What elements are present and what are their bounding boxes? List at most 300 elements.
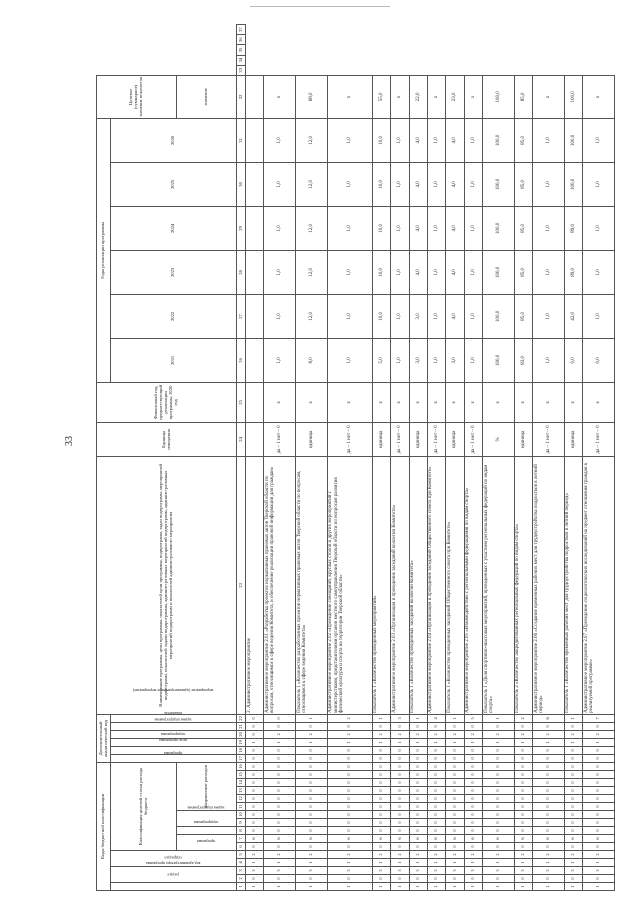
- code-cell: 0: [296, 722, 328, 730]
- year-value-cell: 3,0: [446, 338, 464, 382]
- code-cell: 0: [296, 843, 328, 851]
- table-row: [296, 25, 328, 891]
- table-row: [564, 25, 582, 891]
- table-row: [446, 25, 464, 891]
- code-cell: 0: [372, 762, 390, 770]
- code-cell: 0: [264, 803, 296, 811]
- code-cell: 3: [246, 867, 264, 875]
- code-cell: 0: [391, 819, 409, 827]
- code-cell: 2: [583, 730, 615, 738]
- code-cell: 0: [391, 803, 409, 811]
- code-cell: 0: [533, 819, 565, 827]
- code-cell: 0: [583, 779, 615, 787]
- year-value-cell: 3,0: [409, 294, 427, 338]
- code-cell: 0: [464, 746, 482, 754]
- year-value-cell: 42,0: [564, 294, 582, 338]
- fin-year-cell: х: [533, 382, 565, 422]
- column-number: 32: [237, 75, 246, 118]
- code-cell: 1: [409, 859, 427, 867]
- final-value-cell: 85,0: [514, 75, 532, 118]
- code-cell: 1: [296, 883, 328, 891]
- code-cell: 1: [372, 883, 390, 891]
- code-cell: 0: [533, 795, 565, 803]
- code-cell: 0: [464, 762, 482, 770]
- year-value-cell: [246, 338, 264, 382]
- year-value-cell: [246, 294, 264, 338]
- code-cell: 0: [372, 746, 390, 754]
- code-cell: 0: [483, 754, 515, 762]
- unit-cell: да – 1 нет – 0: [464, 422, 482, 456]
- year-value-cell: 4,0: [446, 250, 464, 294]
- code-cell: 0: [372, 779, 390, 787]
- page-number: 33: [64, 436, 75, 446]
- code-cell: 0: [564, 875, 582, 883]
- table-row: [372, 25, 390, 891]
- year-value-cell: 1,0: [264, 162, 296, 206]
- code-cell: 1: [427, 859, 445, 867]
- code-cell: 0: [296, 795, 328, 803]
- fin-year-cell: х: [514, 382, 532, 422]
- code-cell: 1: [372, 859, 390, 867]
- year-value-cell: 83,0: [514, 338, 532, 382]
- fin-year-cell: х: [446, 382, 464, 422]
- goal-program-header: программа: [111, 754, 237, 762]
- code-cell: 1: [391, 883, 409, 891]
- code-cell: 1: [446, 859, 464, 867]
- rotated-table-wrapper: [96, 24, 615, 891]
- code-cell: 1: [533, 883, 565, 891]
- code-cell: 0: [296, 771, 328, 779]
- goal-indicator-header: показатель: [111, 714, 237, 722]
- code-cell: 2: [391, 730, 409, 738]
- year-value-cell: 4,0: [409, 206, 427, 250]
- column-number-row: [237, 25, 246, 891]
- code-cell: 0: [564, 771, 582, 779]
- admin-code-header: код администратора программы: [111, 883, 237, 891]
- code-cell: 0: [327, 843, 372, 851]
- code-cell: 0: [296, 875, 328, 883]
- row-name-cell: Показатель 1 «Количество проведенных заседаний Общественного совета при Комитете»: [446, 456, 464, 714]
- year-value-cell: 1,0: [264, 294, 296, 338]
- code-cell: 0: [564, 811, 582, 819]
- year-2021-header: 2021: [111, 338, 237, 382]
- code-cell: 1: [264, 738, 296, 746]
- code-cell: 2: [564, 730, 582, 738]
- code-cell: 0: [533, 771, 565, 779]
- code-cell: 0: [427, 779, 445, 787]
- code-cell: 0: [464, 754, 482, 762]
- code-cell: 0: [583, 762, 615, 770]
- code-cell: 3: [409, 867, 427, 875]
- code-cell: 0: [327, 771, 372, 779]
- year-value-cell: 1,0: [391, 294, 409, 338]
- code-cell: 0: [483, 819, 515, 827]
- year-value-cell: 1,0: [427, 118, 445, 162]
- year-value-cell: 1,0: [464, 162, 482, 206]
- code-cell: 0: [391, 843, 409, 851]
- code-cell: 1: [583, 859, 615, 867]
- code-cell: 0: [514, 811, 532, 819]
- code-cell: 0: [446, 795, 464, 803]
- code-cell: 0: [446, 754, 464, 762]
- year-value-cell: 12,0: [296, 118, 328, 162]
- code-cell: 0: [246, 779, 264, 787]
- code-cell: 1: [464, 738, 482, 746]
- code-cell: 0: [533, 762, 565, 770]
- code-cell: 0: [427, 787, 445, 795]
- row-name-cell: Административное мероприятие 2.02 «Проведение совещаний, круглых столов и других мероприятий с министерствами, представителями органов местного самоуправления Тверской области по вопросам развития физической культуры и спорта на территории Тверской области»: [327, 456, 372, 714]
- code-cell: 0: [246, 714, 264, 722]
- code-cell: 0: [427, 843, 445, 851]
- year-value-cell: 4,0: [409, 118, 427, 162]
- code-cell: 0: [483, 843, 515, 851]
- code-cell: 1: [246, 859, 264, 867]
- code-cell: 0: [564, 779, 582, 787]
- code-cell: 1: [391, 738, 409, 746]
- code-cell: 0: [464, 843, 482, 851]
- code-cell: 3: [296, 867, 328, 875]
- code-cell: 0: [264, 746, 296, 754]
- code-cell: 1: [391, 859, 409, 867]
- code-cell: 3: [564, 867, 582, 875]
- code-cell: 0: [533, 787, 565, 795]
- unit-cell: единица: [372, 422, 390, 456]
- code-cell: 0: [533, 875, 565, 883]
- fin-year-cell: [246, 382, 264, 422]
- column-number: 33: [237, 65, 246, 75]
- program-table: [96, 24, 615, 891]
- code-cell: 0: [427, 803, 445, 811]
- year-value-cell: 10,0: [372, 206, 390, 250]
- column-number: 24: [237, 422, 246, 456]
- year-value-cell: 12,0: [296, 250, 328, 294]
- code-cell: 0: [427, 811, 445, 819]
- year-value-cell: [246, 206, 264, 250]
- unit-cell: да – 1 нет – 0: [427, 422, 445, 456]
- code-cell: 2: [514, 851, 532, 859]
- code-cell: 1: [514, 883, 532, 891]
- code-cell: 0: [327, 754, 372, 762]
- code-cell: 0: [264, 827, 296, 835]
- code-cell: 0: [246, 762, 264, 770]
- code-cell: 0: [372, 771, 390, 779]
- year-value-cell: 1,0: [583, 294, 615, 338]
- code-cell: 0: [409, 754, 427, 762]
- year-value-cell: 1,0: [583, 206, 615, 250]
- code-cell: 0: [296, 819, 328, 827]
- column-number: 2: [237, 875, 246, 883]
- code-cell: 0: [264, 771, 296, 779]
- unit-header: Единица измерения: [97, 422, 237, 456]
- year-value-cell: 1,0: [427, 338, 445, 382]
- code-cell: 0: [409, 779, 427, 787]
- code-cell: 0: [296, 787, 328, 795]
- code-cell: 0: [327, 779, 372, 787]
- year-value-cell: 1,0: [533, 206, 565, 250]
- code-cell: 0: [464, 771, 482, 779]
- table-row: [583, 25, 615, 891]
- code-cell: 1: [464, 859, 482, 867]
- year-value-cell: 1,0: [327, 118, 372, 162]
- year-value-cell: 1,0: [391, 338, 409, 382]
- code-cell: 3: [583, 867, 615, 875]
- code-cell: 3: [427, 867, 445, 875]
- code-cell: 0: [464, 722, 482, 730]
- fin-year-cell: х: [583, 382, 615, 422]
- code-cell: 6: [564, 835, 582, 843]
- code-cell: 0: [391, 746, 409, 754]
- code-cell: 2: [296, 851, 328, 859]
- code-cell: 0: [391, 875, 409, 883]
- column-number: 23: [237, 456, 246, 714]
- table-row: [514, 25, 532, 891]
- final-value-cell: х: [464, 75, 482, 118]
- code-cell: 0: [446, 819, 464, 827]
- code-cell: 0: [391, 779, 409, 787]
- code-cell: 3: [446, 867, 464, 875]
- code-cell: 0: [264, 811, 296, 819]
- code-cell: 0: [514, 787, 532, 795]
- row-name-cell: Административное мероприятие 2.06 «Создание временных рабочих мест для трудоустройства подростков в летний период»: [533, 456, 565, 714]
- table-row: [533, 25, 565, 891]
- code-cell: 0: [446, 722, 464, 730]
- year-value-cell: 4,0: [409, 250, 427, 294]
- code-cell: 0: [372, 722, 390, 730]
- code-cell: 6: [533, 714, 565, 722]
- code-cell: 0: [533, 843, 565, 851]
- code-cell: 0: [409, 819, 427, 827]
- column-number: 18: [237, 746, 246, 754]
- table-row: [464, 25, 482, 891]
- code-cell: 2: [483, 851, 515, 859]
- year-value-cell: 1,0: [264, 250, 296, 294]
- column-number: 14: [237, 779, 246, 787]
- code-cell: 6: [246, 835, 264, 843]
- code-cell: 0: [246, 827, 264, 835]
- code-cell: 0: [564, 787, 582, 795]
- column-number: 36: [237, 35, 246, 45]
- row-name-cell: Административное мероприятие 2.07 «Проведение социологических исследований на предмет отношения граждан к реализуемой программе»: [583, 456, 615, 714]
- year-value-cell: 1,0: [427, 250, 445, 294]
- code-cell: 0: [327, 875, 372, 883]
- code-cell: 0: [246, 795, 264, 803]
- year-value-cell: 1,0: [464, 338, 482, 382]
- column-number: 13: [237, 787, 246, 795]
- code-cell: 0: [327, 827, 372, 835]
- code-cell: 2: [296, 730, 328, 738]
- code-cell: 0: [583, 875, 615, 883]
- code-cell: 2: [264, 851, 296, 859]
- code-cell: 0: [514, 795, 532, 803]
- podrazdel-header: подраздел: [111, 851, 237, 867]
- code-cell: 0: [391, 722, 409, 730]
- year-value-cell: [246, 162, 264, 206]
- year-value-cell: 1,0: [464, 294, 482, 338]
- year-value-cell: 85,0: [514, 250, 532, 294]
- code-cell: 0: [296, 827, 328, 835]
- year-value-cell: 4,0: [446, 294, 464, 338]
- year-value-cell: 3,0: [409, 338, 427, 382]
- code-cell: 1: [264, 883, 296, 891]
- code-cell: 0: [264, 722, 296, 730]
- row-name-cell: Административное мероприятие 2.05 «Взаимодействие с региональными федерациями по видам спорта»: [464, 456, 482, 714]
- year-value-cell: 0,0: [583, 338, 615, 382]
- code-cell: 6: [464, 835, 482, 843]
- goal-subprogram-header: подпрограмма: [111, 738, 237, 746]
- year-value-cell: 1,0: [391, 162, 409, 206]
- code-cell: 0: [372, 819, 390, 827]
- table-row: [264, 25, 296, 891]
- code-cell: 0: [464, 795, 482, 803]
- code-cell: 3: [264, 867, 296, 875]
- code-cell: 6: [296, 835, 328, 843]
- fin-year-cell: х: [296, 382, 328, 422]
- table-row: [327, 25, 372, 891]
- code-cell: 1: [464, 883, 482, 891]
- year-value-cell: 100,0: [564, 118, 582, 162]
- year-value-cell: 1,0: [583, 250, 615, 294]
- row-name-cell: Административное мероприятие 2.04 «Организация и проведение заседаний Общественного совета при Комитете»: [427, 456, 445, 714]
- code-cell: 0: [533, 779, 565, 787]
- code-cell: 0: [372, 827, 390, 835]
- final-value-cell: 22,0: [409, 75, 427, 118]
- code-cell: 2: [446, 730, 464, 738]
- code-cell: 0: [327, 819, 372, 827]
- cs-group-header: Классификация целевой статьи расхода бюджета: [111, 762, 177, 850]
- year-value-cell: 1,0: [533, 294, 565, 338]
- code-cell: 0: [446, 779, 464, 787]
- code-cell: 0: [446, 875, 464, 883]
- column-number: 20: [237, 730, 246, 738]
- code-cell: 1: [427, 883, 445, 891]
- code-cell: 0: [409, 771, 427, 779]
- code-cell: 1: [446, 738, 464, 746]
- fin-year-cell: х: [483, 382, 515, 422]
- column-number: 30: [237, 162, 246, 206]
- row-name-cell: Показатель 1 «Количество временных рабочих мест для трудоустройства подростков в летний период»: [564, 456, 582, 714]
- code-cell: 6: [264, 835, 296, 843]
- final-value-cell: 55,0: [372, 75, 390, 118]
- code-cell: 0: [264, 754, 296, 762]
- code-cell: 0: [427, 795, 445, 803]
- final-value-cell: х: [264, 75, 296, 118]
- code-cell: 0: [372, 787, 390, 795]
- code-cell: 2: [464, 730, 482, 738]
- unit-cell: единица: [409, 422, 427, 456]
- goal-code-header: Дополнительный аналитический код: [97, 714, 111, 762]
- code-cell: 0: [391, 754, 409, 762]
- code-cell: 0: [514, 843, 532, 851]
- year-value-cell: 1,0: [464, 118, 482, 162]
- code-cell: 0: [264, 843, 296, 851]
- row-name-cell: Административное мероприятие 2.01 «Разработка проектов нормативных правовых актов Тверской области по вопросам, относящимся к сфере ведения Комитета, и обеспечение реализации правовой информации для граждан»: [264, 456, 296, 714]
- code-cell: 1: [583, 883, 615, 891]
- code-cell: 2: [464, 851, 482, 859]
- code-cell: 0: [246, 722, 264, 730]
- final-value-cell: 23,0: [446, 75, 464, 118]
- code-cell: 0: [409, 875, 427, 883]
- column-number: 17: [237, 754, 246, 762]
- unit-cell: да – 1 нет – 0: [391, 422, 409, 456]
- code-cell: 3: [533, 867, 565, 875]
- unit-cell: единица: [446, 422, 464, 456]
- code-cell: 2: [514, 730, 532, 738]
- code-cell: 0: [483, 795, 515, 803]
- code-cell: 0: [446, 771, 464, 779]
- code-cell: 0: [533, 811, 565, 819]
- code-cell: 0: [483, 779, 515, 787]
- code-cell: 0: [583, 746, 615, 754]
- code-cell: 0: [246, 819, 264, 827]
- code-cell: 2: [372, 730, 390, 738]
- code-cell: 0: [327, 762, 372, 770]
- code-cell: 1: [583, 738, 615, 746]
- column-number: 15: [237, 771, 246, 779]
- code-cell: 0: [409, 746, 427, 754]
- code-cell: 0: [464, 819, 482, 827]
- code-cell: 6: [372, 835, 390, 843]
- year-value-cell: 1,0: [327, 338, 372, 382]
- year-value-cell: 100,0: [483, 294, 515, 338]
- code-cell: 5: [464, 714, 482, 722]
- code-cell: 0: [246, 811, 264, 819]
- code-cell: 0: [514, 754, 532, 762]
- code-cell: 6: [327, 835, 372, 843]
- code-cell: 3: [483, 867, 515, 875]
- code-cell: 1: [427, 738, 445, 746]
- column-number: 37: [237, 25, 246, 35]
- code-cell: 0: [464, 811, 482, 819]
- code-cell: 0: [514, 746, 532, 754]
- code-cell: 0: [533, 803, 565, 811]
- goal-task-header: цель программы: [111, 746, 237, 754]
- cs-direction-header: направление расходов: [177, 762, 237, 810]
- year-value-cell: 4,0: [446, 162, 464, 206]
- year-2025-header: 2025: [111, 162, 237, 206]
- fin-year-cell: х: [264, 382, 296, 422]
- code-cell: 3: [327, 867, 372, 875]
- year-value-cell: 1,0: [533, 250, 565, 294]
- final-value-cell: х: [427, 75, 445, 118]
- column-number: 19: [237, 738, 246, 746]
- code-cell: 0: [327, 795, 372, 803]
- code-cell: 0: [372, 843, 390, 851]
- code-cell: 0: [533, 722, 565, 730]
- year-value-cell: 8,0: [296, 338, 328, 382]
- code-cell: 1: [327, 883, 372, 891]
- row-name-cell: Показатель 1 «Доля спортивно-массовых мероприятий, проведенных с участием региональных федераций по видам спорта»: [483, 456, 515, 714]
- code-cell: 1: [564, 883, 582, 891]
- year-value-cell: 1,0: [327, 250, 372, 294]
- year-value-cell: 0,0: [564, 338, 582, 382]
- code-cell: 1: [409, 883, 427, 891]
- fin-year-cell: х: [391, 382, 409, 422]
- column-number: 4: [237, 859, 246, 867]
- column-number: 7: [237, 835, 246, 843]
- code-cell: 0: [514, 771, 532, 779]
- year-value-cell: 1,0: [427, 162, 445, 206]
- code-cell: 0: [583, 771, 615, 779]
- code-cell: 0: [564, 803, 582, 811]
- year-value-cell: 4,0: [446, 206, 464, 250]
- year-value-cell: 1,0: [583, 162, 615, 206]
- code-cell: 0: [446, 762, 464, 770]
- code-cell: 0: [483, 722, 515, 730]
- code-cell: 0: [427, 819, 445, 827]
- code-cell: 0: [564, 843, 582, 851]
- code-cell: 7: [583, 714, 615, 722]
- code-cell: 2: [446, 851, 464, 859]
